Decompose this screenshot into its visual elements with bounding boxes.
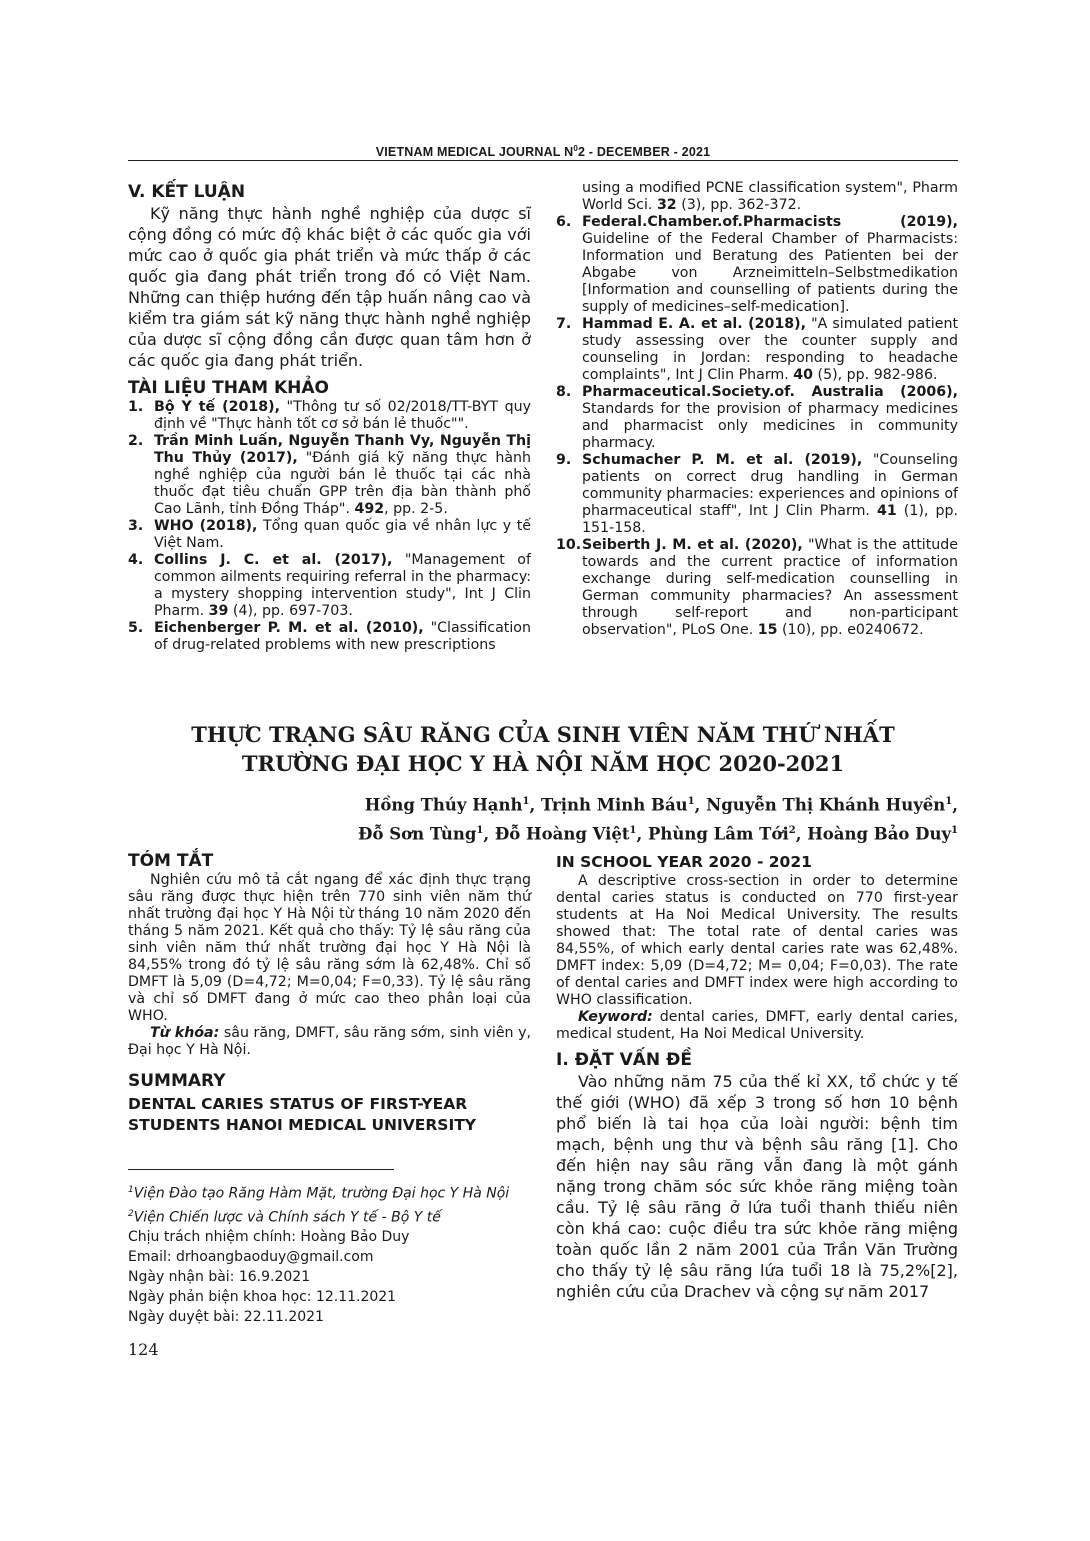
- reference-item: [128, 518, 531, 552]
- summary-heading: SUMMARY: [128, 1071, 226, 1091]
- reference-text: "Classification of drug-related problems with new prescriptions: [154, 620, 531, 653]
- reference-text: [154, 552, 531, 620]
- affiliation-2-text: Viện Chiến lược và Chính sách Y tế - Bộ Y tế: [133, 1209, 441, 1226]
- date-received: Ngày nhận bài: 16.9.2021: [128, 1269, 311, 1286]
- author-name: Phùng Lâm Tới: [647, 824, 789, 843]
- reference-number: 6.: [556, 214, 572, 230]
- title-line-1: THỰC TRẠNG SÂU RĂNG CỦA SINH VIÊN NĂM THỨ NHẤT: [191, 722, 895, 747]
- reference-5-continued: [556, 180, 958, 214]
- reference-text: [582, 384, 958, 452]
- conclusion-heading: V. KẾT LUẬN: [128, 182, 246, 202]
- conclusion-text: Kỹ năng thực hành nghề nghiệp của dược sĩ cộng đồng có mức độ khác biệt ở các quốc gia với mức cao ở quốc gia phát triển và mức thấp ở các quốc gia đang phát triển trong đó có Việt Nam. Những can thiệp hướng đến tập huấn nâng cao và kiểm tra giám sát kỹ năng thực hành nghề nghiệp của dược sĩ cộng đồng cần được quan tâm hơn ở các quốc gia đang phát triển.: [128, 204, 531, 370]
- author-affiliation-sup: 1: [945, 796, 953, 807]
- reference-text: [582, 452, 958, 537]
- reference-bold: Trần Minh Luấn, Nguyễn Thanh Vy, Nguyễn Thị Thu Thủy (2017),: [154, 433, 531, 466]
- reference-text: [582, 214, 958, 316]
- reference-number: 10.: [556, 537, 582, 553]
- abstract-vi-text: Nghiên cứu mô tả cắt ngang để xác định thực trạng sâu răng được thực hiện trên 770 sinh viên năm thứ nhất trường đại học Y Hà Nội từ tháng 10 năm 2020 đến tháng 5 năm 2021. Kết quả cho thấy: Tỷ lệ sâu răng của sinh viên năm thứ nhất trường đại học Y Hà Nội là 84,55% trong đó tỷ lệ sâu răng sớm là 62,48%. Chỉ số DMFT là 5,09 (D=4,72; M=0,04; F=0,33). Tỷ lệ sâu răng và chỉ số DMFT đang ở mức cao theo phân loại của WHO.: [128, 872, 531, 1024]
- keywords-vi-label: Từ khóa:: [150, 1025, 220, 1041]
- header-rule: [128, 160, 958, 161]
- reference-text2: (4), pp. 697-703.: [228, 603, 353, 619]
- reference-text: [154, 399, 531, 433]
- reference-bold: Federal.Chamber.of.Pharmacists (2019),: [582, 214, 958, 230]
- reference-item: [128, 620, 531, 654]
- reference-bold: Seiberth J. M. et al. (2020),: [582, 537, 803, 553]
- reference-item: [556, 214, 958, 316]
- left-bottom-column: [128, 853, 531, 1136]
- author-list: [128, 789, 958, 846]
- reference-number: 9.: [556, 452, 572, 468]
- reference-bold: Hammad E. A. et al. (2018),: [582, 316, 807, 332]
- reference-text: "Đánh giá kỹ năng thực hành nghề nghiệp của người bán lẻ thuốc tại các nhà thuốc đạt tiêu chuẩn GPP trên địa bàn thành phố Cao Lãnh, tỉnh Đồng Tháp".: [154, 450, 531, 517]
- author-name: Đỗ Sơn Tùng: [358, 824, 477, 843]
- references-list-right: [556, 214, 958, 639]
- date-reviewed: Ngày phản biện khoa học: 12.11.2021: [128, 1289, 397, 1306]
- author-name: Trịnh Minh Báu: [540, 795, 688, 815]
- summary-title-line-2: STUDENTS HANOI MEDICAL UNIVERSITY: [128, 1116, 477, 1134]
- references-heading: TÀI LIỆU THAM KHẢO: [128, 378, 329, 398]
- reference-item: [556, 316, 958, 384]
- summary-title-line-3: IN SCHOOL YEAR 2020 - 2021: [556, 853, 812, 871]
- reference-number: 8.: [556, 384, 572, 400]
- reference-bold2: 40: [793, 367, 814, 383]
- intro-heading: I. ĐẶT VẤN ĐỀ: [556, 1050, 692, 1070]
- reference-item: [128, 433, 531, 518]
- footnotes: [128, 1180, 548, 1327]
- author-affiliation-sup: 1: [951, 824, 958, 836]
- reference-text: "Thông tư số 02/2018/TT-BYT quy định về "Thực hành tốt cơ sở bán lẻ thuốc"".: [154, 399, 531, 432]
- reference-text: Guideline of the Federal Chamber of Pharmacists: Information und Beratung des Patienten bei der Abgabe von Arzneimitteln–Selbstmedikation [Information and counselling of patients during the supply of medicines–self-medication].: [582, 231, 958, 315]
- reference-bold: WHO (2018),: [154, 518, 258, 534]
- issue-sup: 0: [573, 144, 578, 153]
- reference-number: 2.: [128, 433, 144, 449]
- reference-item: [556, 537, 958, 639]
- abstract-vi-keywords: [128, 1025, 531, 1059]
- reference-text: [154, 620, 531, 654]
- keywords-vi-text: sâu răng, DMFT, sâu răng sớm, sinh viên y, Đại học Y Hà Nội.: [128, 1025, 532, 1058]
- author-separator: ,: [795, 824, 808, 843]
- reference-text: [582, 316, 958, 384]
- reference-number: 3.: [128, 518, 144, 534]
- reference-text: [154, 433, 531, 518]
- reference-text2: (10), pp. e0240672.: [777, 622, 924, 638]
- summary-keywords: [556, 1009, 958, 1043]
- left-top-column: [128, 184, 531, 654]
- corresponding-author: Chịu trách nhiệm chính: Hoàng Bảo Duy: [128, 1229, 410, 1246]
- authors-line-2: [128, 818, 958, 847]
- reference-text: Standards for the provision of pharmacy medicines and pharmacist only medicines in community pharmacy.: [582, 401, 958, 451]
- reference-text: Tổng quan quốc gia về nhân lực y tế Việt Nam.: [154, 518, 531, 551]
- reference-5-pages: (3), pp. 362-372.: [676, 197, 802, 213]
- journal-issue: 2 - DECEMBER - 2021: [577, 145, 711, 160]
- author-separator: ,: [529, 795, 541, 815]
- author-separator: ,: [636, 824, 648, 843]
- reference-text: "Counseling patients on correct drug handling in German community pharmacies: experiences and opinions of pharmaceutical staff", Int J Clin Pharm.: [582, 452, 959, 519]
- footnote-rule: [128, 1169, 394, 1170]
- reference-bold: Schumacher P. M. et al. (2019),: [582, 452, 863, 468]
- reference-text: [582, 537, 958, 639]
- affiliation-1-text: Viện Đào tạo Răng Hàm Mặt, trường Đại học Y Hà Nội: [133, 1185, 510, 1202]
- keywords-en-label: Keyword:: [578, 1009, 653, 1025]
- date-accepted: Ngày duyệt bài: 22.11.2021: [128, 1309, 324, 1326]
- reference-text2: (1), pp. 151-158.: [582, 503, 958, 536]
- reference-item: [128, 399, 531, 433]
- journal-name: VIETNAM MEDICAL JOURNAL N: [375, 145, 574, 160]
- reference-bold: Pharmaceutical.Society.of. Australia (2006),: [582, 384, 958, 400]
- reference-number: 5.: [128, 620, 144, 636]
- authors-line-1: [128, 789, 958, 818]
- right-top-column: [556, 180, 958, 639]
- author-name: Nguyễn Thị Khánh Huyền: [706, 795, 946, 815]
- author-affiliation-sup: 1: [522, 796, 530, 807]
- reference-text: "Management of common ailments requiring referral in the pharmacy: a mystery shopping intervention study", Int J Clin Pharm.: [154, 552, 531, 619]
- reference-bold: Eichenberger P. M. et al. (2010),: [154, 620, 424, 636]
- reference-5-volume: 32: [656, 197, 677, 213]
- reference-bold: Bộ Y tế (2018),: [154, 399, 280, 415]
- summary-text: A descriptive cross-section in order to determine dental caries status is conducted on 770 first-year students at Ha Noi Medical University. The results showed that: The total rate of dental caries was 84,55%, of which early dental caries rate was 62,48%. DMFT index: 5,09 (D=4,72; M= 0,04; F=0,03). The rate of dental caries and DMFT index were high according to WHO classification.: [556, 873, 958, 1008]
- abstract-vi-heading: TÓM TẮT: [128, 851, 214, 871]
- page-number: 124: [128, 1340, 159, 1359]
- affiliation-1-sup: 1: [128, 1185, 134, 1195]
- author-name: Đỗ Hoàng Việt: [494, 824, 630, 843]
- journal-header: [128, 144, 958, 159]
- reference-number: 1.: [128, 399, 144, 415]
- reference-text2: , pp. 2-5.: [384, 501, 448, 517]
- summary-title-line-1: DENTAL CARIES STATUS OF FIRST-YEAR: [128, 1095, 468, 1113]
- reference-5-cont-text: using a modified PCNE classification system", Pharm World Sci.: [582, 180, 958, 213]
- article-title: [128, 720, 958, 778]
- author-affiliation-sup: 1: [476, 824, 484, 836]
- reference-text: "A simulated patient study assessing over the counter supply and counseling in Jordan: responding to headache complaints", Int J Clin Pharm.: [582, 316, 959, 383]
- reference-bold2: 15: [757, 622, 778, 638]
- reference-text2: (5), pp. 982-986.: [813, 367, 938, 383]
- author-name: Hồng Thúy Hạnh: [364, 795, 523, 815]
- reference-item: [556, 384, 958, 452]
- author-separator: ,: [694, 795, 707, 815]
- reference-item: [128, 552, 531, 620]
- reference-bold2: 492: [354, 501, 385, 517]
- reference-bold2: 39: [208, 603, 229, 619]
- author-affiliation-sup: 2: [788, 824, 796, 836]
- reference-text: [154, 518, 531, 552]
- affiliation-2: [128, 1204, 548, 1228]
- reference-bold: Collins J. C. et al. (2017),: [154, 552, 393, 568]
- affiliation-1: [128, 1180, 548, 1204]
- email: Email: drhoangbaoduy@gmail.com: [128, 1249, 374, 1266]
- references-list-left: [128, 399, 531, 654]
- reference-item: [556, 452, 958, 537]
- affiliation-2-sup: 2: [128, 1208, 134, 1219]
- author-affiliation-sup: 1: [687, 796, 695, 807]
- author-affiliation-sup: 1: [629, 824, 637, 836]
- reference-bold2: 41: [876, 503, 897, 519]
- author-separator: ,: [952, 795, 958, 815]
- reference-text: "What is the attitude towards and the current practice of information exchange during self-medication counselling in German community pharmacies? An assessment through self-report and non-participant observation", PLoS One.: [582, 537, 959, 638]
- intro-text: Vào những năm 75 của thế kỉ XX, tổ chức y tế thế giới (WHO) đã xếp 3 trong số hơn 10 bệnh phổ biến là tai họa của loài người: bệnh tim mạch, bệnh ung thư và bệnh sâu răng [1]. Cho đến hiện nay sâu răng vẫn đang là một gánh nặng trong chăm sóc sức khỏe răng miệng toàn cầu. Tỷ lệ sâu răng ở lứa tuổi thanh thiếu niên còn khá cao: cuộc điều tra sức khỏe răng miệng toàn quốc lần 2 năm 2001 của Trần Văn Trường cho thấy tỷ lệ sâu răng lứa tuổi 18 là 75,2%[2], nghiên cứu của Drachev và cộng sự năm 2017: [556, 1072, 958, 1301]
- keywords-en-text: dental caries, DMFT, early dental caries, medical student, Ha Noi Medical University.: [556, 1009, 958, 1042]
- author-name: Hoàng Bảo Duy: [807, 824, 952, 843]
- reference-number: 4.: [128, 552, 144, 568]
- title-line-2: TRƯỜNG ĐẠI HỌC Y HÀ NỘI NĂM HỌC 2020-2021: [241, 751, 845, 776]
- author-separator: ,: [483, 824, 495, 843]
- right-bottom-column: [556, 852, 958, 1302]
- reference-number: 7.: [556, 316, 572, 332]
